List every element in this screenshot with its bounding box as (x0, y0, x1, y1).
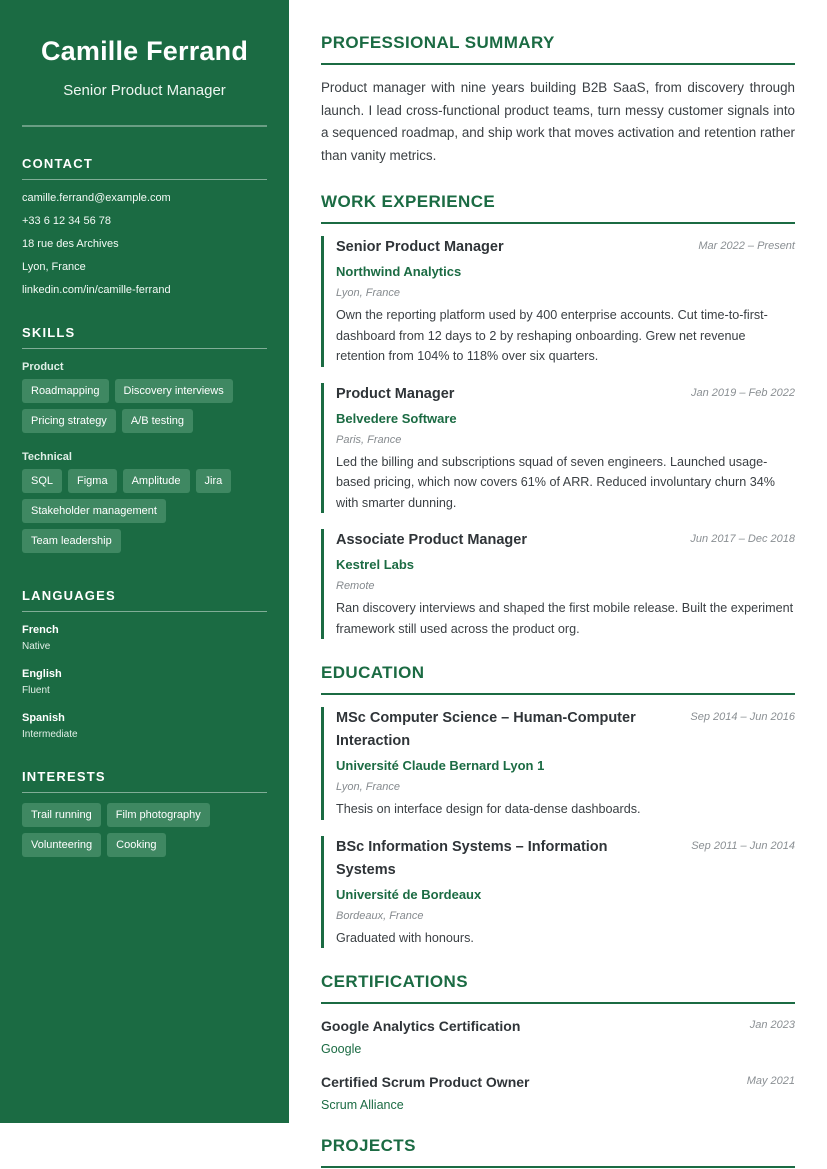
skill-tag: Discovery interviews (115, 379, 233, 403)
skill-tag: SQL (22, 469, 62, 493)
company-name: Northwind Analytics (336, 264, 462, 280)
projects-title: PROJECTS (321, 1136, 795, 1168)
degree-dates: Sep 2011 – Jun 2014 (691, 839, 795, 852)
school-name: Université Claude Bernard Lyon 1 (336, 758, 545, 774)
interests-section (22, 769, 267, 863)
skill-tag: A/B testing (122, 409, 193, 433)
skill-tag: Figma (68, 469, 117, 493)
skill-tag: Jira (196, 469, 232, 493)
job-title: Senior Product Manager (336, 239, 504, 256)
certifications-section (321, 972, 795, 1112)
language-item (22, 712, 267, 740)
summary-title: PROFESSIONAL SUMMARY (321, 33, 795, 65)
language-item (22, 668, 267, 696)
job-location: Lyon, France (336, 287, 401, 300)
interest-tag: Cooking (107, 833, 165, 857)
projects-section (321, 1136, 795, 1168)
skill-tags-technical (22, 469, 267, 559)
languages-title: LANGUAGES (22, 588, 267, 612)
skill-tags-product (22, 379, 267, 439)
skill-tag: Team leadership (22, 529, 121, 553)
certification-date: Jan 2023 (749, 1019, 795, 1032)
education-entry (321, 836, 795, 949)
header-divider (22, 125, 267, 127)
contact-phone[interactable]: +33 6 12 34 56 78 (22, 215, 111, 227)
school-location: Lyon, France (336, 781, 401, 794)
skill-tag: Roadmapping (22, 379, 109, 403)
language-level: Intermediate (22, 729, 78, 740)
education-title: EDUCATION (321, 663, 795, 695)
sidebar (0, 0, 289, 1123)
skill-group-label: Technical (22, 451, 72, 463)
certifications-title: CERTIFICATIONS (321, 972, 795, 1004)
language-name: French (22, 624, 59, 636)
job-title: Associate Product Manager (336, 532, 527, 549)
certification-date: May 2021 (746, 1075, 795, 1088)
summary-text: Product manager with nine years building B2B SaaS, from discovery through launch. I lead cross-functional product teams, turn messy customer signals into a sequenced roadmap, and ship work that moves activation and retention rather than vanity metrics. (321, 80, 795, 163)
language-level: Native (22, 641, 51, 652)
languages-section (22, 588, 267, 740)
experience-entry (321, 529, 795, 639)
job-title: Product Manager (336, 385, 455, 402)
contact-city: Lyon, France (22, 261, 86, 273)
job-dates: Jun 2017 – Dec 2018 (690, 533, 795, 546)
contact-street: 18 rue des Archives (22, 238, 119, 250)
job-location: Paris, France (336, 433, 402, 446)
interest-tag: Trail running (22, 803, 101, 827)
summary-section (321, 33, 795, 167)
skill-tag: Pricing strategy (22, 409, 116, 433)
certification-issuer: Google (321, 1042, 362, 1057)
school-name: Université de Bordeaux (336, 886, 482, 902)
contact-email[interactable]: camille.ferrand@example.com (22, 192, 171, 204)
contact-linkedin[interactable]: linkedin.com/in/camille-ferrand (22, 284, 171, 296)
language-name: Spanish (22, 712, 65, 724)
language-name: English (22, 668, 62, 680)
education-entry (321, 707, 795, 820)
degree-description: Graduated with honours. (336, 930, 474, 945)
interests-title: INTERESTS (22, 769, 267, 793)
interest-tag: Film photography (107, 803, 210, 827)
candidate-role: Senior Product Manager (63, 82, 226, 99)
interest-tag: Volunteering (22, 833, 101, 857)
job-description: Ran discovery interviews and shaped the first mobile release. Built the experiment framework still used across the product org. (336, 601, 794, 636)
contact-list (22, 192, 267, 296)
job-location: Remote (336, 580, 375, 593)
language-item (22, 624, 267, 652)
experience-section (321, 192, 795, 639)
certification-title: Google Analytics Certification (321, 1018, 521, 1035)
interest-tags (22, 803, 267, 863)
experience-entry (321, 383, 795, 514)
job-dates: Mar 2022 – Present (698, 240, 795, 253)
company-name: Belvedere Software (336, 410, 457, 426)
education-section (321, 663, 795, 948)
contact-title: CONTACT (22, 156, 267, 180)
language-level: Fluent (22, 685, 50, 696)
degree-title: BSc Information Systems – Information Systems (336, 838, 608, 878)
skills-section (22, 325, 267, 559)
skill-tag: Amplitude (123, 469, 190, 493)
certification-item (321, 1074, 795, 1112)
company-name: Kestrel Labs (336, 557, 415, 573)
degree-title: MSc Computer Science – Human-Computer Interaction (336, 710, 636, 750)
certification-title: Certified Scrum Product Owner (321, 1074, 530, 1091)
job-dates: Jan 2019 – Feb 2022 (691, 386, 795, 399)
contact-section (22, 156, 267, 296)
certification-item (321, 1018, 795, 1056)
school-location: Bordeaux, France (336, 909, 424, 922)
experience-entry (321, 236, 795, 367)
skill-tag: Stakeholder management (22, 499, 166, 523)
candidate-name: Camille Ferrand (40, 36, 249, 66)
skill-group-label: Product (22, 361, 64, 373)
job-description: Own the reporting platform used by 400 enterprise accounts. Cut time-to-first-dashboard from 12 days to 2 by reshaping onboarding. Grew net revenue retention from 104% to 118% over six quarters. (336, 308, 768, 364)
degree-dates: Sep 2014 – Jun 2016 (690, 711, 795, 724)
skills-title: SKILLS (22, 325, 267, 349)
degree-description: Thesis on interface design for data-dense dashboards. (336, 802, 641, 817)
certification-issuer: Scrum Alliance (321, 1098, 404, 1113)
experience-title: WORK EXPERIENCE (321, 192, 795, 224)
main-content (321, 0, 795, 1168)
job-description: Led the billing and subscriptions squad of seven engineers. Launched usage-based pricing, which now covers 61% of ARR. Reduced involuntary churn 34% with smarter dunning. (336, 454, 775, 510)
